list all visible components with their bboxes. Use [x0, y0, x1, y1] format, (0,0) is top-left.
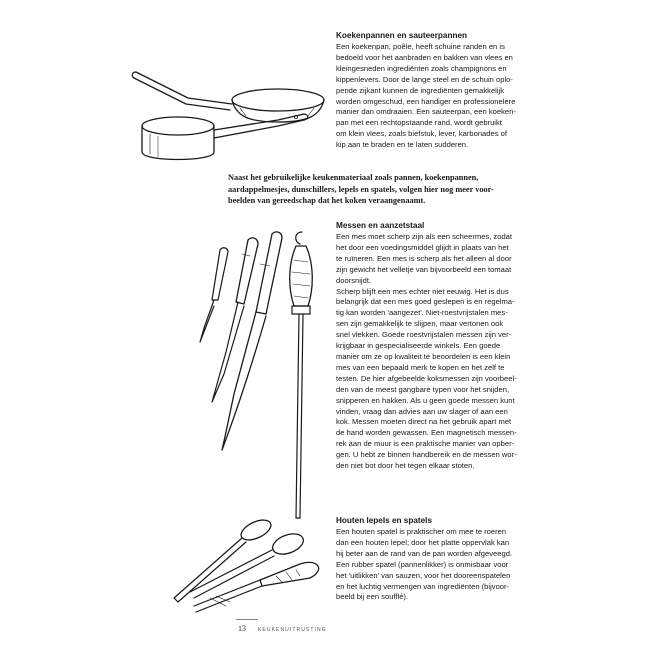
- pans-heading: Koekenpannen en sauteerpannen: [336, 31, 468, 40]
- intro-paragraph: Naast het gebruikelijke keukenmateriaal zoals pannen, koekenpannen, aardappelmesjes, dunschillers, lepels en spatels, volgen hier nog meer voor- beelden van gereedschap dat het koken veraangenaamt.: [228, 173, 494, 206]
- spoons-illustration: [150, 510, 330, 620]
- spoons-section: [336, 515, 548, 603]
- spoons-heading: Houten lepels en spatels: [336, 516, 433, 525]
- spoons-body: Een houten spatel is praktischer om mee te roeren dan een houten lepel; door het platte oppervlak kan hij beter aan de rand van de pan worden afgeveegd. Een rubber spatel (pannenlikker) is onmisbaar voor het 'uitlikken' van sauzen, voor het dooreenspatelen en het luchtig vermengen van ingrediënten (bijvoor- beeld bij een soufflé).: [336, 527, 513, 602]
- page-number: 13: [238, 624, 246, 633]
- running-head: KEUKENUITRUSTING: [258, 627, 327, 633]
- knives-illustration: [190, 224, 330, 534]
- knives-body: Een mes moet scherp zijn als een scheermes, zodat het door een voedingsmiddel glijdt in plaats van het te ruïneren. Een mes is scherp als het alleen al door zijn gewicht het velletje van bijvoorbeeld een tomaat doorsnijdt. Scherp blijft een mes echter niet eeuwig. Het is dus belangrijk dat een mes goed geslepen is en regelma- tig kan worden 'aangezet'. Niet-roestvrijstalen mes- sen zijn gemakkelijk te slijpen, maar vertonen ook snel vlekken. Goede roestvrijstalen messen zijn ver- krijgbaar in gespecialiseerde winkels. Een goede manier om ze op kwaliteit te beoordelen is een klein mes van een bepaald merk te kopen en het zelf te testen. De hier afgebeelde koksmessen zijn voorbeel- den van de meest gangbare typen voor het snijden, snipperen en hakken. Als u geen goede messen kunt vinden, vraag dan advies aan uw slager of aan een kok. Messen moeten direct na het gebruik apart met de hand worden gewassen. Een magnetisch messen- rek aan de muur is een praktische manier van opber- gen. U hebt ze binnen handbereik en de messen wor- den niet bot door het tegen elkaar stoten.: [336, 232, 517, 471]
- footer-rule: [236, 619, 258, 620]
- knives-section: [336, 220, 548, 472]
- knives-heading: Messen en aanzetstaal: [336, 221, 425, 230]
- pans-body: Een koekenpan, poêle, heeft schuine randen en is bedoeld voor het aanbraden en bakken van vlees en kleingesneden ingrediënten zoals champignons en kippenlevers. Door de lange steel en de schuin oplo- pende zijkant kunnen de ingrediënten gemakkelijk worden omgeschud, een handiger en professionelere manier dan omdraaien. Een sauteerpan, een koeken- pan met een rechtopstaande rand, wordt gebruikt om klein vlees, zoals biefstuk, lever, karbonades of kip aan te braden en te laten sudderen.: [336, 42, 516, 150]
- pans-section: [336, 30, 548, 151]
- pans-illustration: [128, 64, 328, 184]
